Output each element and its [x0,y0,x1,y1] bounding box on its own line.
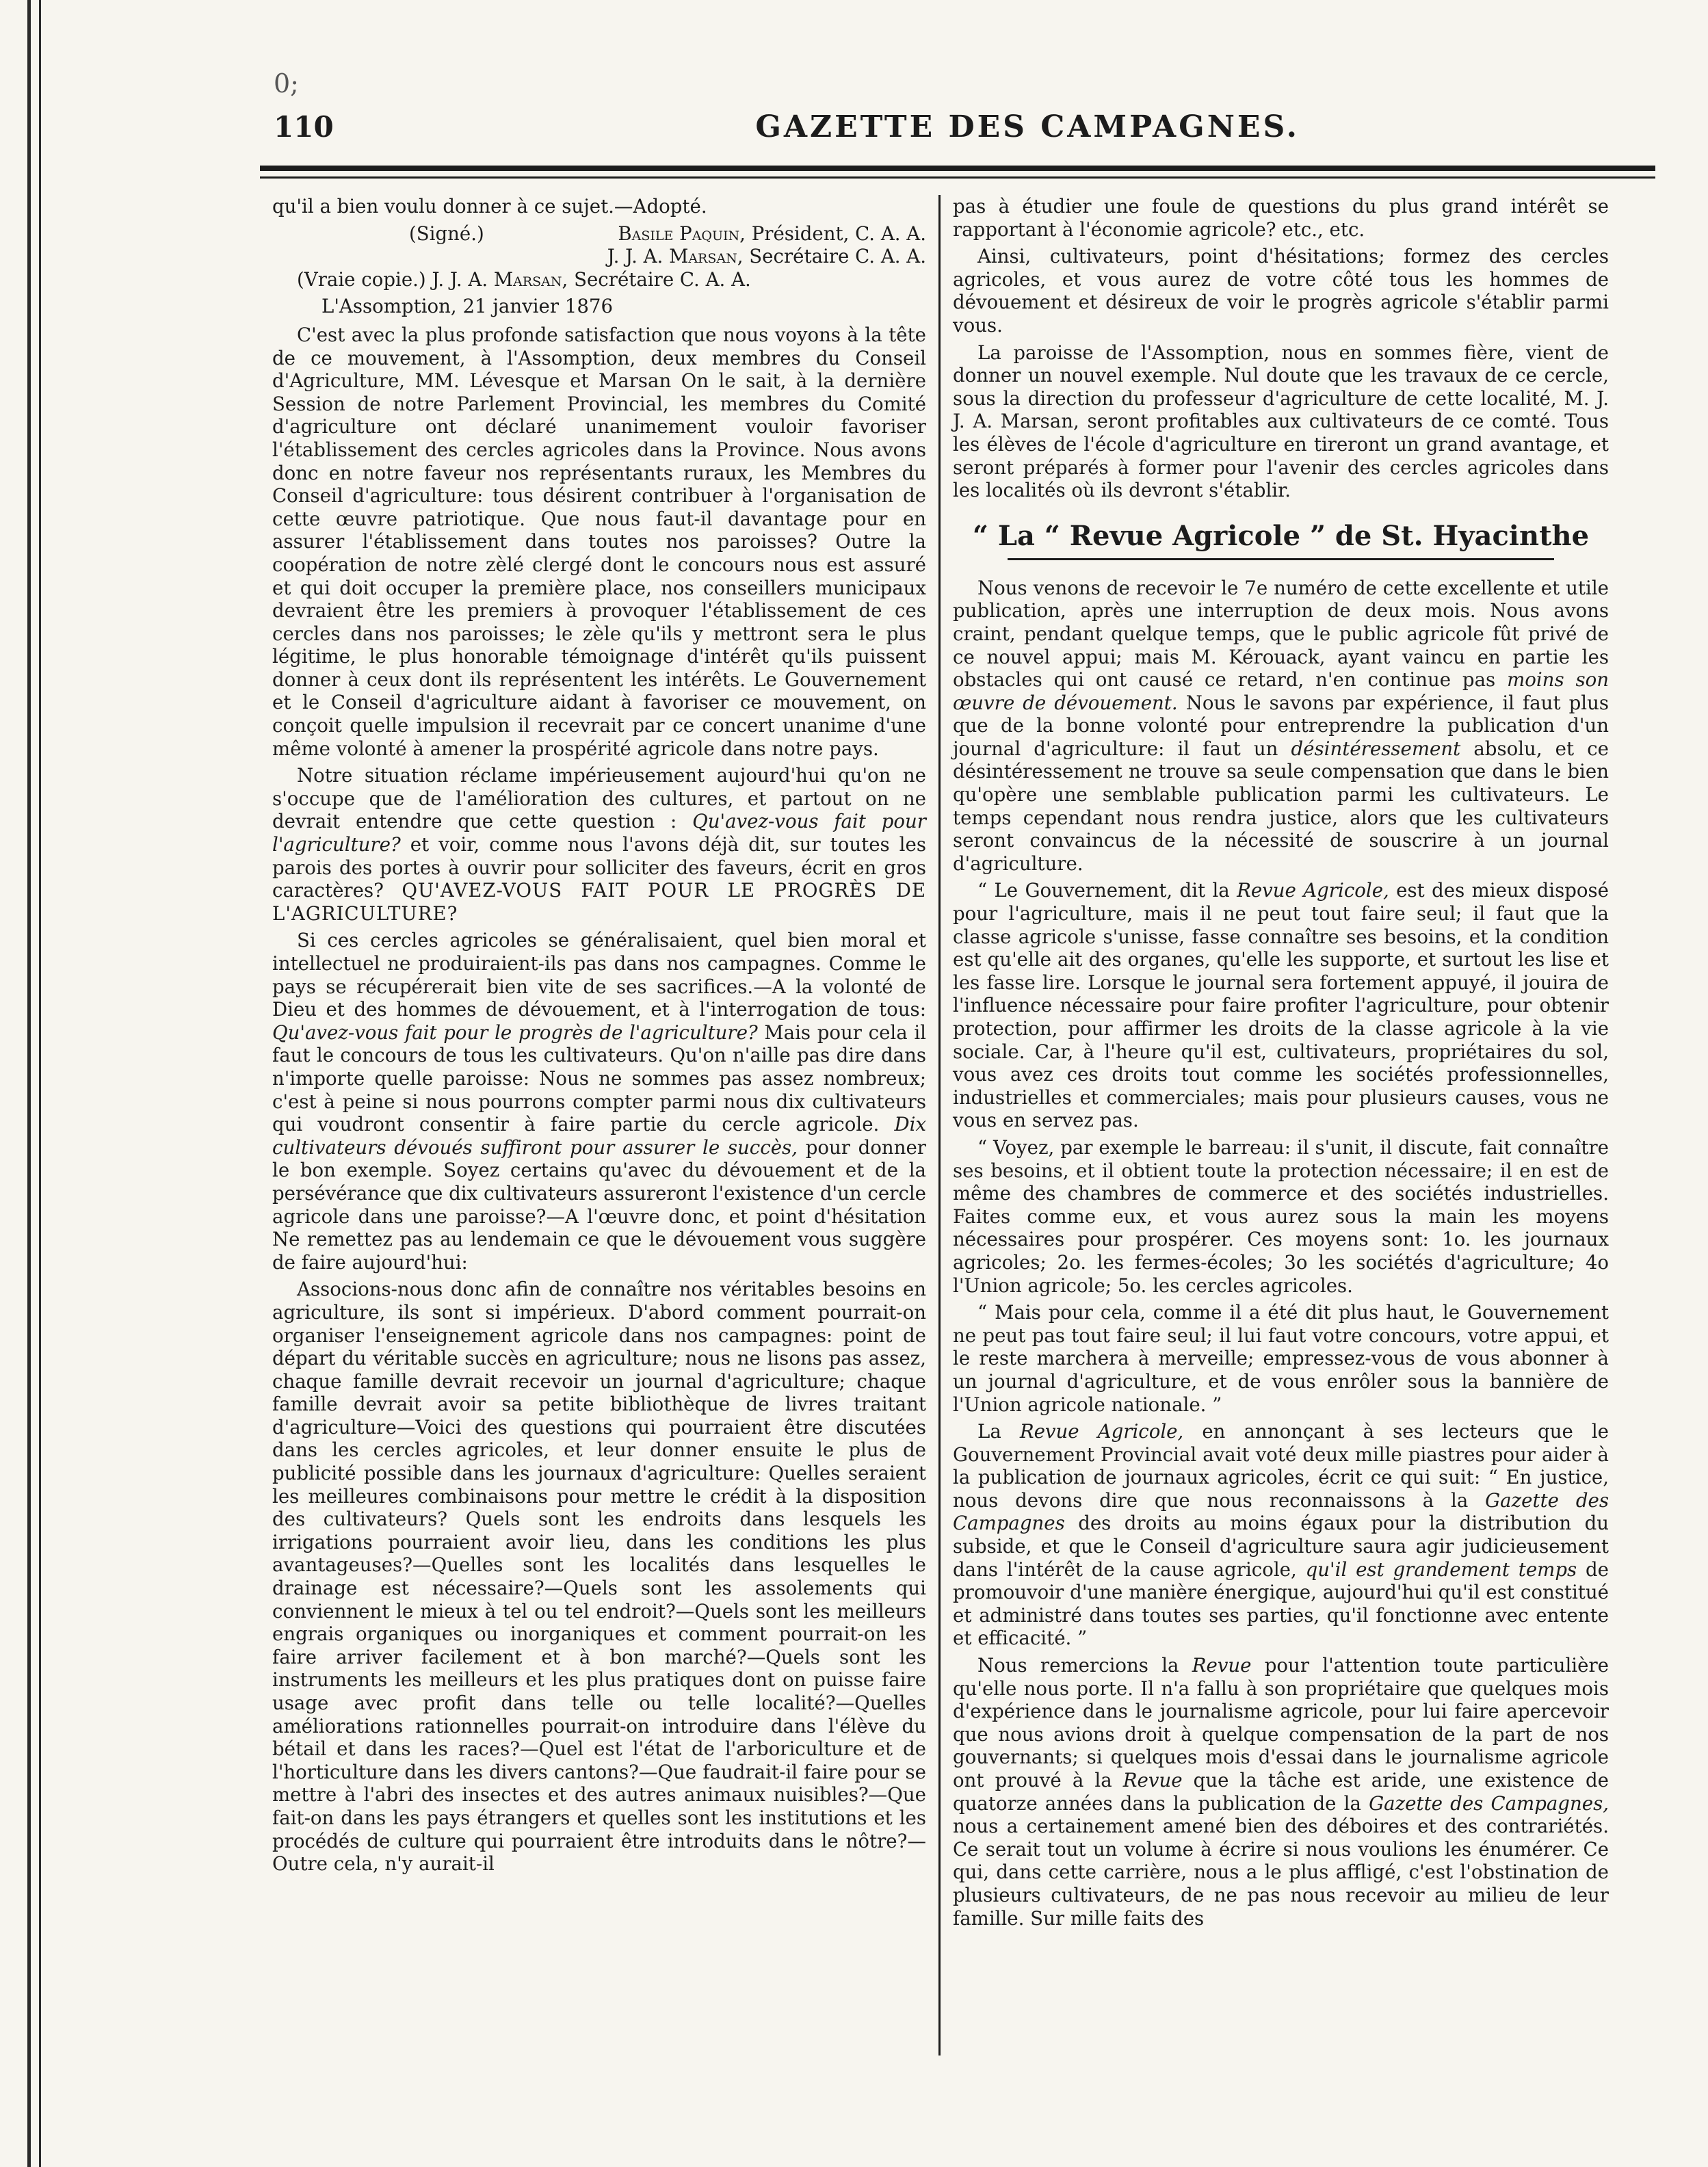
header-rule-thin [260,176,1655,179]
signature-role: Secrétaire C. A. A. [574,267,751,291]
paragraph: Nous venons de recevoir le 7e numéro de cette excellente et utile publication, après une interruption de deux mois. Nous avons craint, pendant quelque temps, que le public agricole fût privé de ce nouvel appui; mais M. Kérouack, ayant vaincu en partie les obstacles qui ont causé ce retard, n'en continue pas moins son œuvre de dévouement. Nous le savons par expérience, il faut plus que de la bonne volonté pour entreprendre la publication d'un journal d'agriculture: il faut un désintéressement absolu, et ce désintéressement ne trouve sa seule compensation que dans le bien qu'opère une semblable publication parmi les cultivateurs. Le temps cependant nous rendra justice, alors que les cultivateurs seront convaincus de la nécessité de souscrire à un journal d'agriculture. [953,576,1609,875]
signature-role: Président, C. A. A. [751,222,926,245]
paragraph: “ Le Gouvernement, dit la Revue Agricole, est des mieux disposé pour l'agriculture, mais il ne peut tout faire seul; il faut que la classe agricole s'unisse, fasse connaître ses besoins, et la condition est qu'elle ait des organes, qu'elle les supporte, et surtout les lise et les fasse lire. Lorsque le journal sera fortement appuyé, il jouira de l'influence nécessaire pour faire profiter l'agriculture, pour obtenir protection, pour affirmer les droits de la classe agricole à la vie sociale. Car, à l'heure qu'il est, cultivateurs, propriétaires du sol, vous avez ces droits tout comme les sociétés professionnelles, industrielles et commerciales; mais pour plusieurs causes, vous ne vous en servez pas. [953,879,1609,1132]
newspaper-page [260,68,1655,2056]
right-column [941,195,1621,2056]
paragraph: La Revue Agricole, en annonçant à ses lecteurs que le Gouvernement Provincial avait voté deux mille piastres pour aider à la publication de journaux agricoles, écrit ce qui suit: “ En justice, nous devons dire que nous reconnaissons à la Gazette des Campagnes des droits au moins égaux pour la distribution du subside, et que le Conseil d'agriculture saura agir judicieusement dans l'intérêt de la cause agricole, qu'il est grandement temps de promouvoir d'une manière énergique, aujourd'hui qu'il est constitué et administré dans toutes ses parties, qu'il fonctionne avec entente et efficacité. ” [953,1420,1610,1650]
signature-label: (Vraie copie.) [297,267,426,291]
masthead-title: GAZETTE DES CAMPAGNES. [755,109,1300,144]
paragraph: pas à étudier une foule de questions du plus grand intérêt se rapportant à l'économie agricole? etc., etc. [953,195,1609,241]
left-column [260,195,941,2056]
paragraph: Ainsi, cultivateurs, point d'hésitations; formez des cercles agricoles, et vous aurez de votre côté tous les hommes de dévouement et désireux de voir le progrès agricole s'établir parmi vous. [953,245,1609,337]
folio-mark: 0; [274,68,299,98]
place-date: L'Assomption, 21 janvier 1876 [321,295,614,318]
signature-role: Secrétaire C. A. A. [749,245,926,268]
paragraph: Notre situation réclame impérieusement aujourd'hui qu'on ne s'occupe que de l'amélioration des cultures, et partout on ne devrait entendre que cette question : Qu'avez-vous fait pour l'agriculture? et voir, comme nous l'avons déjà dit, sur toutes les parois des portes à ouvrir pour solliciter des faveurs, écrit en gros caractères? QU'AVEZ-VOUS FAIT POUR LE PROGRÈS DE L'AGRICULTURE? [272,764,926,925]
paragraph: Nous remercions la Revue pour l'attention toute particulière qu'elle nous porte. Il n'a fallu à son propriétaire que quelques mois d'expérience dans le journalisme agricole, pour lui faire apercevoir que nous avions droit à quelque compensation de la part de nos gouvernants; si quelques mois d'essai dans le journalisme agricole ont prouvé à la Revue que la tâche est aride, une existence de quatorze années dans la publication de la Gazette des Campagnes, nous a certainement amené bien des déboires et des contrariétés. Ce serait tout un volume à écrire si nous voulions les énumérer. Ce qui, dans cette carrière, nous a le plus affligé, c'est l'obstination de plusieurs cultivateurs, de ne pas nous recevoir au milieu de leur famille. Sur mille faits des [953,1654,1610,1930]
signature-name: J. J. A. Marsan, [607,245,744,268]
paragraph: “ Voyez, par exemple le barreau: il s'unit, il discute, fait connaître ses besoins, et il obtient toute la protection nécessaire; il en est de même des chambres de commerce et des sociétés industrielles. Faites comme eux, et vous aurez sous la main les moyens nécessaires pour prospérer. Ces moyens sont: 1o. les journaux agricoles; 2o. les fermes-écoles; 3o les sociétés d'agriculture; 4o l'Union agricole; 5o. les cercles agricoles. [953,1135,1609,1297]
signature-line-3 [272,268,926,291]
page-binding-edge [27,0,41,2167]
text-columns [260,195,1655,2056]
paragraph: “ Mais pour cela, comme il a été dit plus haut, le Gouvernement ne peut pas tout faire seul; il lui faut votre concours, votre appui, et le reste marchera à merveille; empressez-vous de vous abonner à un journal d'agriculture, et de vous enrôler sous la bannière de l'Union agricole nationale. ” [953,1301,1609,1416]
signature-name: J. J. A. Marsan, [432,267,568,291]
opening-line: qu'il a bien voulu donner à ce sujet.—Adopté. [272,195,707,218]
signature-line-1 [272,222,926,246]
signature-name: Basile Paquin, [618,222,746,245]
paragraph: C'est avec la plus profonde satisfaction que nous voyons à la tête de ce mouvement, à l'Assomption, deux membres du Conseil d'Agriculture, MM. Lévesque et Marsan On le sait, à la dernière Session de notre Parlement Provincial, les membres du Comité d'agriculture ont déclaré unanimement vouloir favoriser l'établissement des cercles agricoles dans la Province. Nous avons donc en notre faveur nos représentants ruraux, les Membres du Conseil d'agriculture: tous désirent contribuer à l'organisation de cette œuvre patriotique. Que nous faut-il davantage pour en assurer l'établissement dans toutes nos paroisses? Outre la coopération de notre zèlé clergé dont le concours nous est assuré et qui doit occuper la première place, nos conseillers municipaux devraient être les premiers à provoquer l'établissement de ces cercles dans nos paroisses; le zèle qu'ils y mettront sera le plus légitime, le plus honorable témoignage d'intérêt qu'ils puissent donner à ceux dont ils représentent les intérêts. Le Gouvernement et le Conseil d'agriculture aidant à favoriser ce mouvement, on conçoit quelle impulsion il recevrait par ce concert unanime d'une même volonté à amener la prospérité agricole dans notre pays. [272,323,926,760]
signature-line-2 [272,245,926,268]
paragraph: La paroisse de l'Assomption, nous en sommes fière, vient de donner un nouvel exemple. Nul doute que les travaux de ce cercle, sous la direction du professeur d'agriculture de cette localité, M. J. J. A. Marsan, seront profitables aux cultivateurs de ce comté. Tous les élèves de l'école d'agriculture en tireront un grand avantage, et seront préparés à former pour l'avenir des cercles agricoles dans les localités où ils devront s'établir. [953,341,1609,502]
page-number: 110 [274,110,334,144]
paragraph: Associons-nous donc afin de connaître nos véritables besoins en agriculture, ils sont si impérieux. D'abord comment pourrait-on organiser l'enseignement agricole dans nos campagnes: point de départ du véritable succès en agriculture; nous ne lisons pas assez, chaque famille devrait recevoir un journal d'agriculture; chaque famille devrait avoir sa petite bibliothèque de livres traitant d'agriculture—Voici des questions qui pourraient être discutées dans les cercles agricoles, et leur donner ensuite le plus de publicité possible dans les journaux d'agriculture: Quelles seraient les meilleures combinaisons pour mettre le crédit à la disposition des cultivateurs? Quels sont les endroits dans lesquels les irrigations pourraient avoir lieu, dans les conditions les plus avantageuses?—Quelles sont les localités dans lesquelles le drainage est nécessaire?—Quels sont les assolements qui conviennent le mieux à tel ou tel endroit?—Quels sont les meilleurs engrais organiques ou inorganiques et comment pourrait-on les faire arriver facilement et à bon marché?—Quels sont les instruments les meilleurs et les plus pratiques dont on puisse faire usage avec profit dans telle ou telle localité?—Quelles améliorations rationnelles pourrait-on introduire dans l'élève du bétail et dans les races?—Quel est l'état de l'arboriculture et de l'horticulture dans les divers cantons?—Que faudrait-il faire pour se mettre à l'abri des insectes et des autres animaux nuisibles?—Que fait-on dans les pays étrangers et quelles sont les institutions et les procédés de culture qui pourraient être introduits dans le nôtre?—Outre cela, n'y aurait-il [272,1278,926,1876]
signature-label: (Signé.) [409,222,484,245]
page-header [260,109,1655,157]
header-rule-thick [260,166,1655,171]
section-title: “ La “ Revue Agricole ” de St. Hyacinthe [972,519,1590,552]
paragraph: Si ces cercles agricoles se généralisaient, quel bien moral et intellectuel ne produiraient-ils pas dans nos campagnes. Comme le pays se récupérerait bien vite de ses sacrifices.—A la volonté de Dieu et des hommes de dévouement, et à l'interrogation de tous: Qu'avez-vous fait pour le progrès de l'agriculture? Mais pour cela il faut le concours de tous les cultivateurs. Qu'on n'aille pas dire dans n'importe quelle paroisse: Nous ne sommes pas assez nombreux; c'est à peine si nous pourrons compter parmi nous dix cultivateurs qui voudront consentir à faire partie du cercle agricole. Dix cultivateurs dévoués suffiront pour assurer le succès, pour donner le bon exemple. Soyez certains qu'avec du dévouement et de la persévérance que dix cultivateurs assureront l'existence d'un cercle agricole dans une paroisse?—A l'œuvre donc, et point d'hésitation Ne remettez pas au lendemain ce que le dévouement vous suggère de faire aujourd'hui: [272,929,927,1274]
section-rule [1008,558,1554,560]
